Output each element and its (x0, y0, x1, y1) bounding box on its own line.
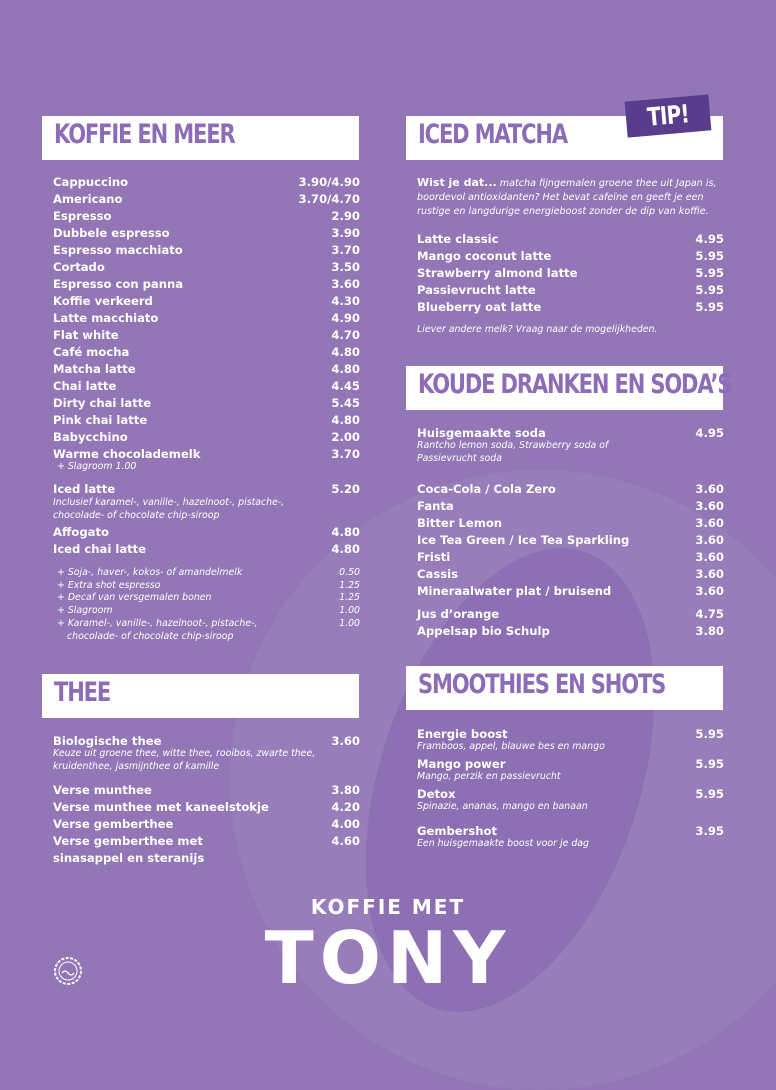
menu-item-name: Espresso (53, 209, 112, 223)
thee-header (42, 674, 359, 718)
menu-item-price: 3.50 (331, 260, 360, 274)
menu-item-name: Cappuccino (53, 175, 129, 189)
extra-item: + Decaf van versgemalen bonen (57, 592, 212, 604)
menu-item-price: 3.70 (331, 243, 360, 257)
menu-item-name: Pink chai latte (53, 413, 148, 427)
menu-item-price: 4.80 (331, 525, 360, 539)
matcha-intro-bold: Wist je dat... (417, 176, 497, 189)
warme-extra: + Slagroom 1.00 (57, 461, 137, 472)
menu-item-price: 5.95 (695, 249, 724, 263)
menu-item-name: Flat white (53, 328, 119, 342)
brand-line1: KOFFIE MET (310, 895, 466, 919)
menu-item-price: 5.95 (695, 757, 724, 771)
menu-item-price: 3.60 (331, 734, 360, 748)
extra-item: + Soja-, haver-, kokos- of amandelmelk (57, 567, 243, 578)
menu-item-name: Ice Tea Green / Ice Tea Sparkling (417, 533, 630, 547)
koude-title: KOUDE DRANKEN EN SODA’S (418, 369, 732, 400)
koffie-title: KOFFIE EN MEER (54, 119, 235, 150)
smoothies-title: SMOOTHIES EN SHOTS (418, 669, 666, 700)
menu-item-price: 5.95 (695, 787, 724, 801)
menu-item-name: Appelsap bio Schulp (417, 624, 550, 638)
menu-item-price: 5.95 (695, 283, 724, 297)
menu-item-name: Biologische thee (53, 734, 162, 748)
menu-item-price: 5.95 (695, 300, 724, 314)
extra-price: 0.50 (339, 567, 360, 578)
brand-logo: TONY (264, 916, 512, 1000)
matcha-title: ICED MATCHA (418, 119, 567, 150)
menu-item-name: Iced chai latte (53, 542, 147, 556)
menu-item-name: Iced latte (53, 482, 116, 496)
menu-item-price: 3.60 (695, 499, 724, 513)
smoothie-desc: Spinazie, ananas, mango en banaan (417, 801, 588, 812)
extra-item: + Karamel-, vanille-, hazelnoot-, pistache-, (57, 617, 258, 629)
tip-badge: TIP! (625, 94, 712, 137)
menu-item-price: 5.20 (331, 482, 360, 496)
matcha-note: Liever andere melk? Vraag naar de mogelijkheden. (417, 324, 658, 335)
menu-item-price: 5.45 (331, 396, 360, 410)
menu-item-price: 5.95 (695, 727, 724, 741)
menu-item-name: sinasappel en steranijs (53, 851, 205, 865)
menu-item-name: Verse munthee (53, 783, 152, 797)
extra-item: + Slagroom (57, 605, 113, 617)
menu-item-price: 4.75 (695, 607, 724, 621)
menu-item-name: Dirty chai latte (53, 396, 152, 410)
menu-item-price: 3.80 (695, 624, 724, 638)
menu-item-price: 4.45 (331, 379, 360, 393)
menu-item-price: 3.90/4.90 (298, 175, 360, 189)
menu-item-name: Dubbele espresso (53, 226, 170, 240)
menu-item-name: Koffie verkeerd (53, 294, 153, 308)
menu-item-price: 4.80 (331, 413, 360, 427)
menu-item-price: 4.30 (331, 294, 360, 308)
menu-item-name: Warme chocolademelk (53, 447, 201, 461)
bio-thee-desc: Keuze uit groene thee, witte thee, rooibos, zwarte thee, kruidenthee, jasmijnthee of kamille (53, 748, 316, 772)
menu-item-name: Mineraalwater plat / bruisend (417, 584, 612, 598)
menu-item-name: Fristi (417, 550, 451, 564)
menu-item-price: 5.95 (695, 266, 724, 280)
menu-item-price: 3.80 (331, 783, 360, 797)
menu-item-price: 4.20 (331, 800, 360, 814)
menu-item-name: Verse gemberthee met (53, 834, 203, 848)
menu-item-name: Latte macchiato (53, 311, 159, 325)
menu-item-price: 3.60 (695, 584, 724, 598)
menu-item-name: Blueberry oat latte (417, 300, 542, 314)
menu-item-price: 3.60 (695, 550, 724, 564)
menu-item-price: 3.95 (695, 824, 724, 838)
menu-item-price: 4.95 (695, 426, 724, 440)
koffie-header (42, 116, 359, 160)
menu-item-price: 4.80 (331, 345, 360, 359)
menu-item-name: Matcha latte (53, 362, 136, 376)
thee-title: THEE (54, 677, 111, 708)
matcha-intro-text: matcha fijngemalen groene thee uit Japan is, boordevol antioxidanten? Het bevat cafeïne en geeft je een rustige en langdurige energieboost zonder de dip van koffie. (417, 178, 717, 217)
menu-item-name: Huisgemaakte soda (417, 426, 546, 440)
menu-item-price: 4.80 (331, 362, 360, 376)
iced-latte-desc: Inclusief karamel-, vanille-, hazelnoot-, pistache-, chocolade- of chocolate chip-siroop (53, 497, 285, 521)
menu-item-name: Chai latte (53, 379, 117, 393)
menu-item-name: Passievrucht latte (417, 283, 536, 297)
menu-item-price: 3.60 (695, 482, 724, 496)
menu-item-name: Cassis (417, 567, 459, 581)
menu-item-name: Babycchino (53, 430, 128, 444)
menu-item-price: 3.60 (695, 516, 724, 530)
menu-item-price: 3.60 (331, 277, 360, 291)
menu-item-price: 4.90 (331, 311, 360, 325)
halal-seal-icon (52, 955, 84, 987)
smoothie-desc: Een huisgemaakte boost voor je dag (417, 838, 589, 849)
menu-item-name: Gembershot (417, 824, 498, 838)
menu-item-price: 4.60 (331, 834, 360, 848)
extra-price: 1.00 (339, 605, 360, 617)
menu-item-name: Energie boost (417, 727, 508, 741)
extra-price: 1.00 (339, 617, 360, 629)
menu-item-price: 3.70 (331, 447, 360, 461)
menu-item-name: Espresso con panna (53, 277, 184, 291)
menu-item-name: Jus d’orange (417, 607, 500, 621)
menu-item-price: 3.60 (695, 567, 724, 581)
menu-item-name: Verse gemberthee (53, 817, 174, 831)
matcha-intro (417, 176, 717, 219)
soda-desc: Rantcho lemon soda, Strawberry soda of Passievrucht soda (417, 440, 609, 464)
menu-item-name: Detox (417, 787, 456, 801)
menu-item-name: Verse munthee met kaneelstokje (53, 800, 269, 814)
koude-header (406, 366, 732, 410)
menu-item-price: 2.00 (331, 430, 360, 444)
menu-item-name: Espresso macchiato (53, 243, 183, 257)
menu-item-price: 4.70 (331, 328, 360, 342)
menu-item-name: Strawberry almond latte (417, 266, 578, 280)
extra-price: 1.25 (339, 592, 360, 604)
menu-item-name: Coca-Cola / Cola Zero (417, 482, 556, 496)
menu-item-price: 3.70/4.70 (298, 192, 360, 206)
menu-item-price: 4.95 (695, 232, 724, 246)
extra-item: + Extra shot espresso (57, 579, 161, 591)
smoothies-header (406, 666, 723, 710)
extra-price: 1.25 (339, 579, 360, 591)
menu-item-name: Cortado (53, 260, 105, 274)
smoothie-desc: Mango, perzik en passievrucht (417, 771, 561, 782)
menu-item-name: Bitter Lemon (417, 516, 503, 530)
menu-item-name: Mango power (417, 757, 506, 771)
menu-item-name: Café mocha (53, 345, 130, 359)
menu-item-price: 4.80 (331, 542, 360, 556)
menu-item-name: Fanta (417, 499, 454, 513)
menu-item-name: Americano (53, 192, 123, 206)
menu-item-price: 3.60 (695, 533, 724, 547)
menu-item-price: 4.00 (331, 817, 360, 831)
menu-item-name: Latte classic (417, 232, 499, 246)
extra-item: chocolade- of chocolate chip-siroop (67, 630, 234, 642)
smoothie-desc: Framboos, appel, blauwe bes en mango (417, 741, 605, 752)
menu-item-name: Mango coconut latte (417, 249, 552, 263)
menu-item-price: 2.90 (331, 209, 360, 223)
menu-item-price: 3.90 (331, 226, 360, 240)
menu-item-name: Affogato (53, 525, 109, 539)
